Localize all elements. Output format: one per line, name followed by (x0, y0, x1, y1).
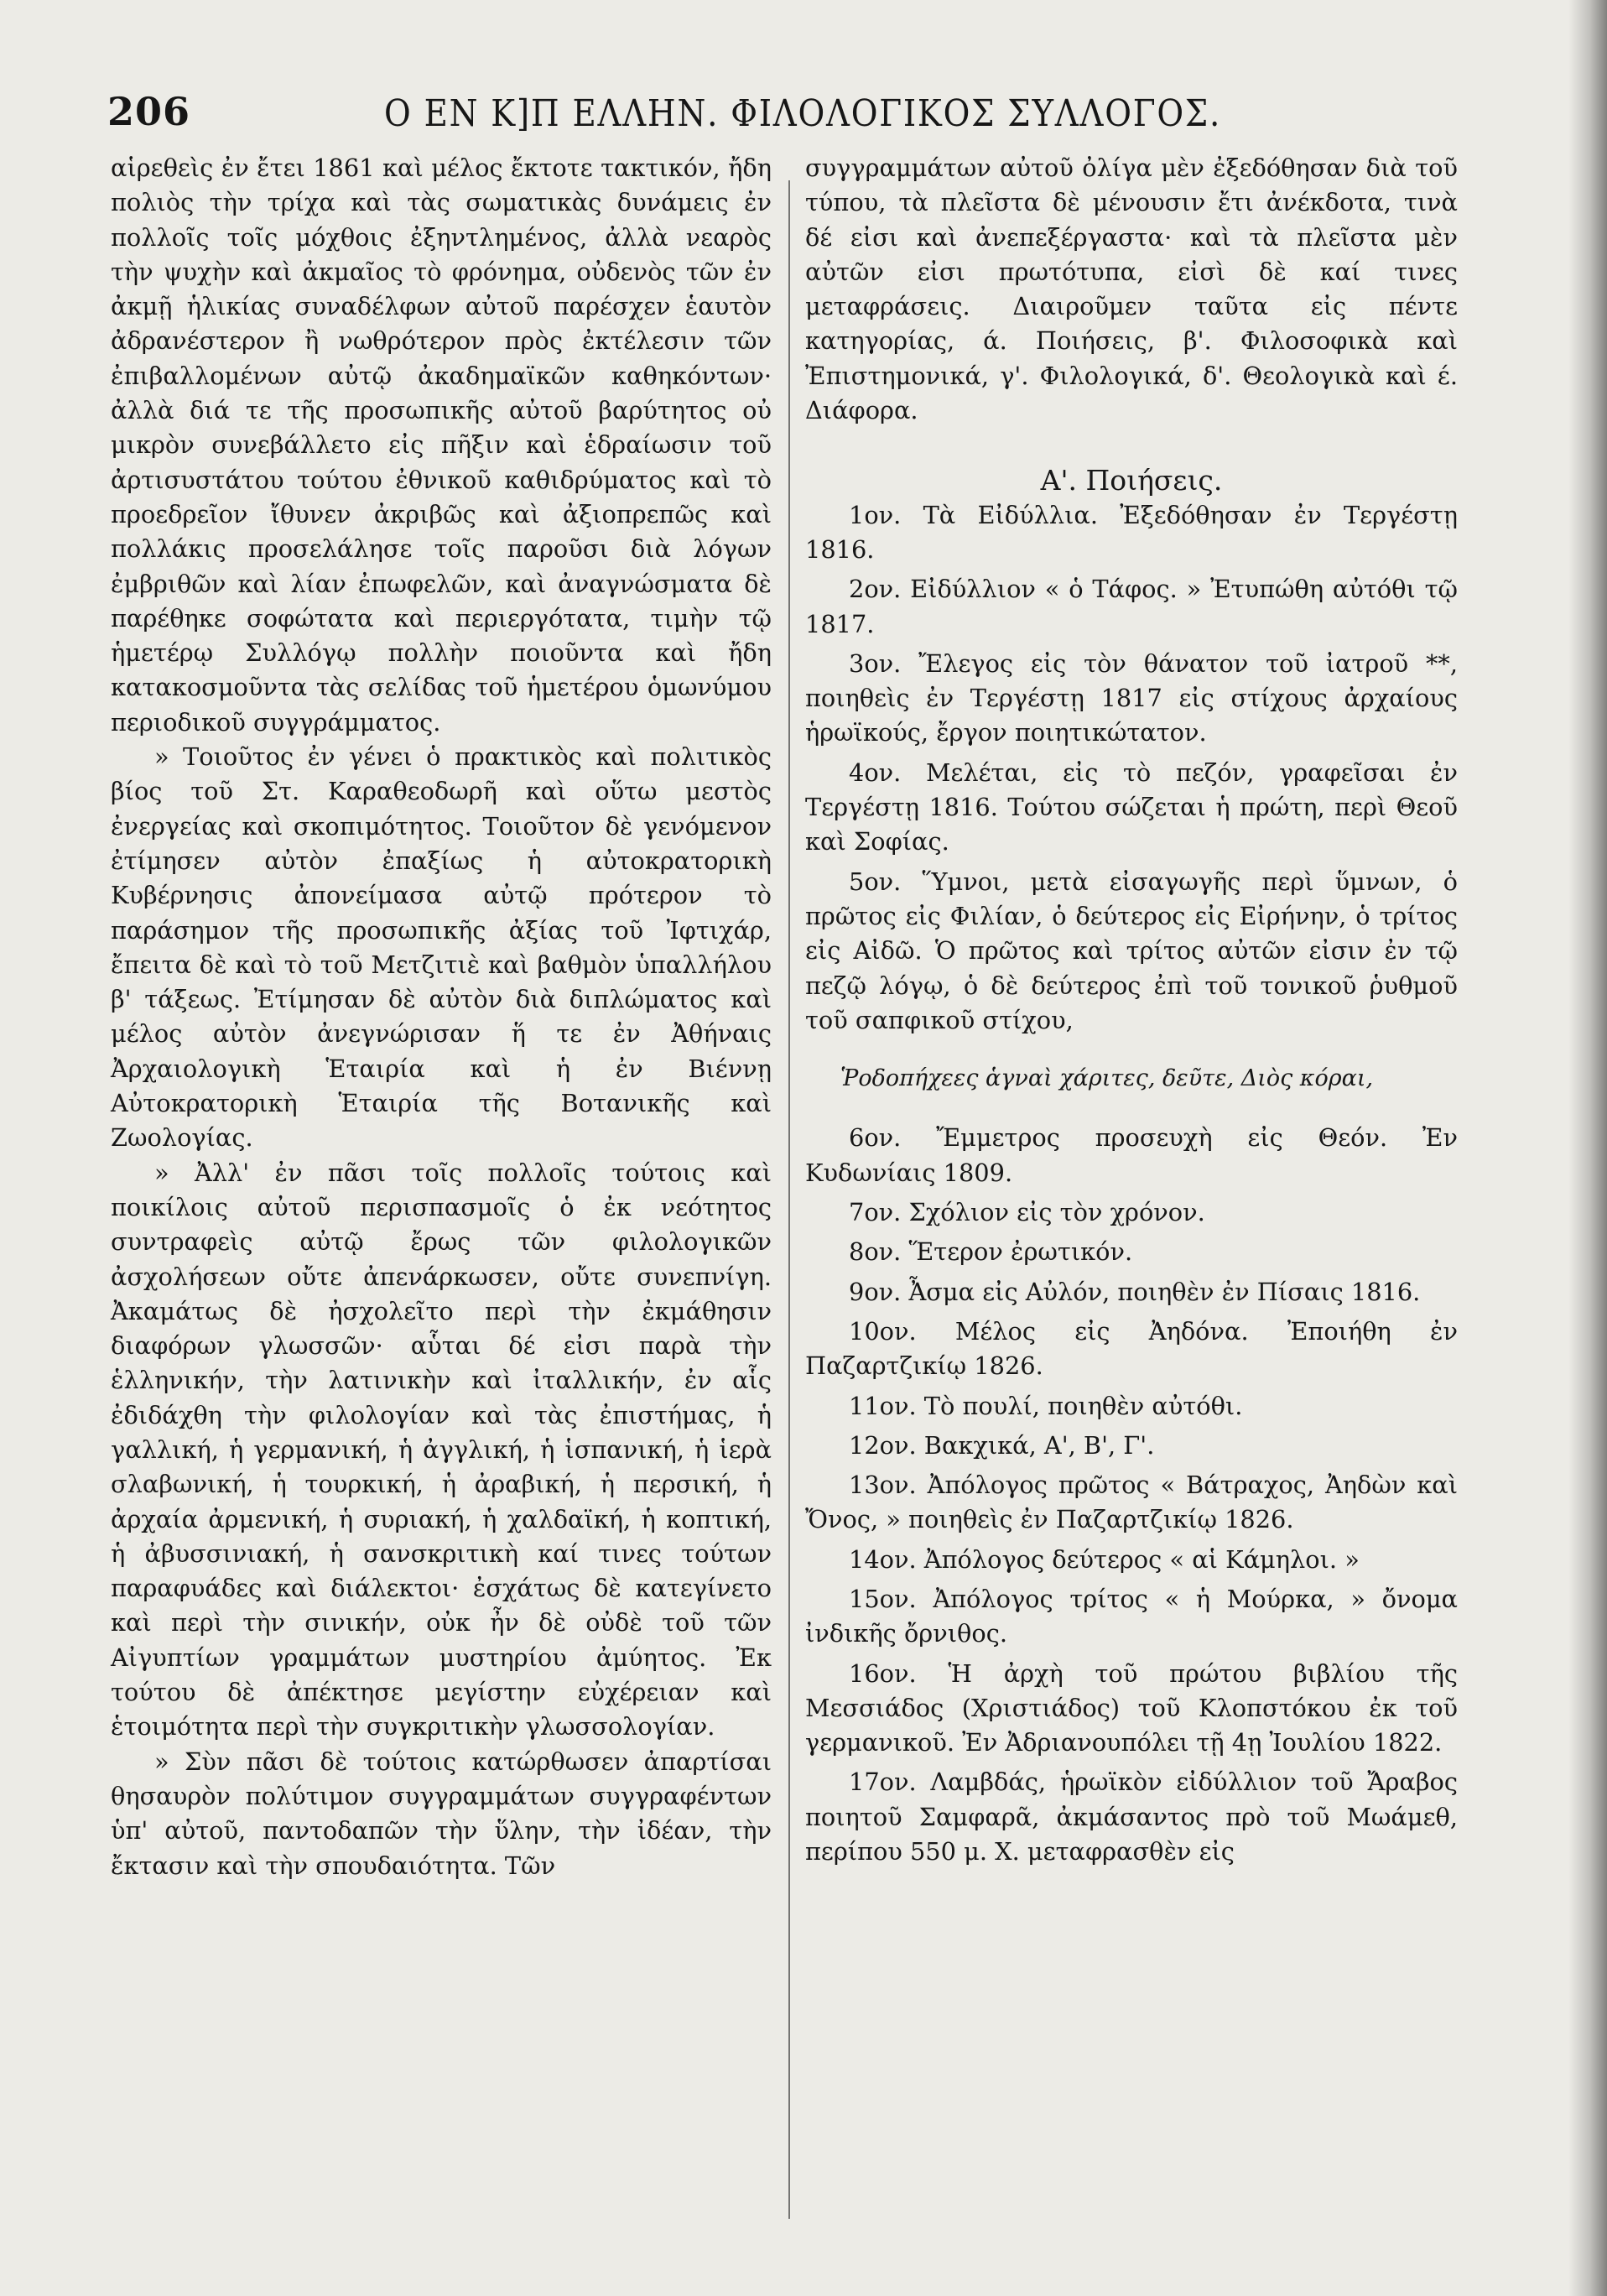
entry-10: 10ον. Μέλος εἰς Ἀηδόνα. Ἐποιήθη ἐν Παζαρτζικίῳ 1826. (805, 1316, 1458, 1381)
entry-7: 7ον. Σχόλιον εἰς τὸν χρόνον. (849, 1198, 1205, 1227)
entry-13: 13ον. Ἀπόλογος πρῶτος « Βάτραχος, Ἀηδὼν καὶ Ὄνος, » ποιηθεὶς ἐν Παζαρτζικίῳ 1826. (805, 1471, 1458, 1534)
section-heading: Α'. Ποιήσεις. (1040, 464, 1223, 497)
column-divider (788, 180, 790, 2219)
entry-6: 6ον. Ἔμμετρος προσευχὴ εἰς Θεόν. Ἐν Κυδωνίαις 1809. (805, 1123, 1458, 1187)
entry-4: 4ον. Μελέται, εἰς τὸ πεζόν, γραφεῖσαι ἐν Τεργέστῃ 1816. Τούτου σώζεται ἡ πρώτη, περὶ Θεοῦ καὶ Σοφίας. (805, 758, 1458, 856)
entry-1: 1ον. Τὰ Εἰδύλλια. Ἐξεδόθησαν ἐν Τεργέστῃ 1816. (805, 500, 1458, 564)
left-column (111, 151, 772, 2231)
left-paragraph-4: » Σὺν πᾶσι δὲ τούτοις κατώρθωσεν ἀπαρτίσαι θησαυρὸν πολύτιμον συγγραμμάτων συγγραφέντων ὑπ' αὐτοῦ, παντοδαπῶν τὴν ὕλην, τὴν ἰδέαν, τὴν ἔκτασιν καὶ τὴν σπουδαιότητα. Τῶν (111, 1747, 772, 1880)
entry-17: 17ον. Λαμβδάς, ἡρωϊκὸν εἰδύλλιον τοῦ Ἄραβος ποιητοῦ Σαμφαρᾶ, ἀκμάσαντος πρὸ τοῦ Μωάμεθ, περίπου 550 μ. Χ. μεταφρασθὲν εἰς (805, 1768, 1458, 1866)
entry-9: 9ον. Ἆσμα εἰς Αὐλόν, ποιηθὲν ἐν Πίσαις 1816. (849, 1277, 1421, 1306)
left-paragraph-1: αἱρεθεὶς ἐν ἔτει 1861 καὶ μέλος ἔκτοτε τακτικόν, ἤδη πολιὸς τὴν τρίχα καὶ τὰς σωματικὰς δυνάμεις ἐν πολλοῖς τοῖς μόχθοις ἐξηντλημένος, ἀλλὰ νεαρὸς τὴν ψυχὴν καὶ ἀκμαῖος τὸ φρόνημα, οὐδενὸς τῶν ἐν ἀκμῇ ἡλικίας συναδέλφων αὐτοῦ παρέσχεν ἑαυτὸν ἀδρανέστερον ἢ νωθρότερον πρὸς ἐκτέλεσιν τῶν ἐπιβαλλομένων αὐτῷ ἀκαδημαϊκῶν καθηκόντων· ἀλλὰ διά τε τῆς προσωπικῆς αὐτοῦ βαρύτητος οὐ μικρὸν συνεβάλλετο εἰς πῆξιν καὶ ἑδραίωσιν τοῦ ἀρτισυστάτου τούτου ἐθνικοῦ καθιδρύματος καὶ τὸ προεδρεῖον ἴθυνεν ἀκριβῶς καὶ ἀξιοπρεπῶς καὶ πολλάκις προσελάλησε τοῖς παροῦσι διὰ λόγων ἐμβριθῶν καὶ λίαν ἐπωφελῶν, καὶ ἀναγνώσματα δὲ παρέθηκε σοφώτατα καὶ περιεργότατα, τιμὴν τῷ ἡμετέρῳ Συλλόγῳ πολλὴν ποιοῦντα καὶ ἤδη κατακοσμοῦντα τὰς σελίδας τοῦ ἡμετέρου ὁμωνύμου περιοδικοῦ συγγράμματος. (111, 154, 772, 737)
entry-8: 8ον. Ἕτερον ἐρωτικόν. (849, 1237, 1133, 1267)
left-paragraph-3: » Ἀλλ' ἐν πᾶσι τοῖς πολλοῖς τούτοις καὶ ποικίλοις αὐτοῦ περισπασμοῖς ὁ ἐκ νεότητος συντραφεὶς αὐτῷ ἔρως τῶν φιλολογικῶν ἀσχολήσεων οὔτε ἀπενάρκωσεν, οὔτε συνεπνίγη. Ἀκαμάτως δὲ ἠσχολεῖτο περὶ τὴν ἐκμάθησιν διαφόρων γλωσσῶν· αὗται δέ εἰσι παρὰ τὴν ἑλληνικήν, τὴν λατινικὴν καὶ ἰταλλικήν, ἐν αἷς ἐδιδάχθη τὴν φιλολογίαν καὶ τὰς ἐπιστήμας, ἡ γαλλική, ἡ γερμανική, ἡ ἀγγλική, ἡ ἱσπανική, ἡ ἱερὰ σλαβωνική, ἡ τουρκική, ἡ ἀραβική, ἡ περσική, ἡ ἀρχαία ἀρμενική, ἡ συριακή, ἡ χαλδαϊκή, ἡ κοπτική, ἡ ἀβυσσινιακή, ἡ σανσκριτικὴ καί τινες τούτων παραφυάδες καὶ διάλεκτοι· ἐσχάτως δὲ κατεγίνετο καὶ περὶ τὴν σινικήν, οὐκ ἦν δὲ οὐδὲ τοῦ τῶν Αἰγυπτίων γραμμάτων μυστηρίου ἀμύητος. Ἐκ τούτου δὲ ἀπέκτησε μεγίστην εὐχέρειαν καὶ ἑτοιμότητα περὶ τὴν συγκριτικὴν γλωσσολογίαν. (111, 1158, 772, 1742)
right-column (805, 151, 1458, 2231)
right-intro-paragraph: συγγραμμάτων αὐτοῦ ὀλίγα μὲν ἐξεδόθησαν διὰ τοῦ τύπου, τὰ πλεῖστα δὲ μένουσιν ἔτι ἀνέκδοτα, τινὰ δέ εἰσι καὶ ἀνεπεξέργαστα· καὶ τὰ πλεῖστα μὲν αὐτῶν εἰσι πρωτότυπα, εἰσὶ δὲ καί τινες μεταφράσεις. Διαιροῦμεν ταῦτα εἰς πέντε κατηγορίας, ά. Ποιήσεις, β'. Φιλοσοφικὰ καὶ Ἐπιστημονικά, γ'. Φιλολογικά, δ'. Θεολογικὰ καὶ έ. Διάφορα. (805, 154, 1458, 425)
entry-16: 16ον. Ἡ ἀρχὴ τοῦ πρώτου βιβλίου τῆς Μεσσιάδος (Χριστιάδος) τοῦ Κλοπστόκου ἐκ τοῦ γερμανικοῦ. Ἐν Ἀδριανουπόλει τῇ 4ῃ Ἰουλίου 1822. (805, 1658, 1458, 1757)
entry-3: 3ον. Ἔλεγος εἰς τὸν θάνατον τοῦ ἰατροῦ **, ποιηθεὶς ἐν Τεργέστῃ 1817 εἰς στίχους ἀρχαίους ἡρωϊκούς, ἔργον ποιητικώτατον. (805, 648, 1458, 747)
quoted-verse: Ῥοδοπήχεες ἁγναὶ χάριτες, δεῦτε, Διὸς κόραι, (840, 1065, 1374, 1092)
page-number: 206 (107, 89, 191, 134)
page-header (107, 81, 1223, 156)
entry-14: 14ον. Ἀπόλογος δεύτερος « αἱ Κάμηλοι. » (849, 1544, 1360, 1574)
left-paragraph-2: » Τοιοῦτος ἐν γένει ὁ πρακτικὸς καὶ πολιτικὸς βίος τοῦ Στ. Καραθεοδωρῆ καὶ οὕτω μεστὸς ἐνεργείας καὶ σκοπιμότητος. Τοιοῦτον δὲ γενόμενον ἐτίμησεν αὐτὸν ἐπαξίως ἡ αὐτοκρατορικὴ Κυβέρνησις ἀπονείμασα αὐτῷ πρότερον τὸ παράσημον τῆς προσωπικῆς ἀξίας τοῦ Ἰφτιχάρ, ἔπειτα δὲ καὶ τὸ τοῦ Μετζιτιὲ καὶ βαθμὸν ὑπαλλήλου β' τάξεως. Ἐτίμησαν δὲ αὐτὸν διὰ διπλώματος καὶ μέλος αὐτὸν ἀνεγνώρισαν ἥ τε ἐν Ἀθήναις Ἀρχαιολογικὴ Ἑταιρία καὶ ἡ ἐν Βιέννῃ Αὐτοκρατορικὴ Ἑταιρία τῆς Βοτανικῆς καὶ Ζωολογίας. (111, 742, 772, 1153)
entry-11: 11ον. Τὸ πουλί, ποιηθὲν αὐτόθι. (849, 1391, 1243, 1420)
running-title: Ο ΕΝ Κ]Π ΕΛΛΗΝ. ΦΙΛΟΛΟΓΙΚΟΣ ΣΥΛΛΟΓΟΣ. (384, 92, 1222, 135)
entry-15: 15ον. Ἀπόλογος τρίτος « ἡ Μούρκα, » ὄνομα ἰνδικῆς ὄρνιθος. (805, 1584, 1458, 1648)
page-edge-shadow (1568, 0, 1607, 2296)
entry-5: 5ον. Ὕμνοι, μετὰ εἰσαγωγῆς περὶ ὕμνων, ὁ πρῶτος εἰς Φιλίαν, ὁ δεύτερος εἰς Εἰρήνην, ὁ τρίτος εἰς Αἰδῶ. Ὁ πρῶτος καὶ τρίτος αὐτῶν εἰσιν ἐν τῷ πεζῷ λόγῳ, ὁ δὲ δεύτερος ἐπὶ τοῦ τονικοῦ ῥυθμοῦ τοῦ σαπφικοῦ στίχου, (805, 867, 1458, 1034)
entry-12: 12ον. Βακχικά, Α', Β', Γ'. (849, 1430, 1155, 1460)
entry-2: 2ον. Εἰδύλλιον « ὁ Τάφος. » Ἐτυπώθη αὐτόθι τῷ 1817. (805, 575, 1458, 638)
